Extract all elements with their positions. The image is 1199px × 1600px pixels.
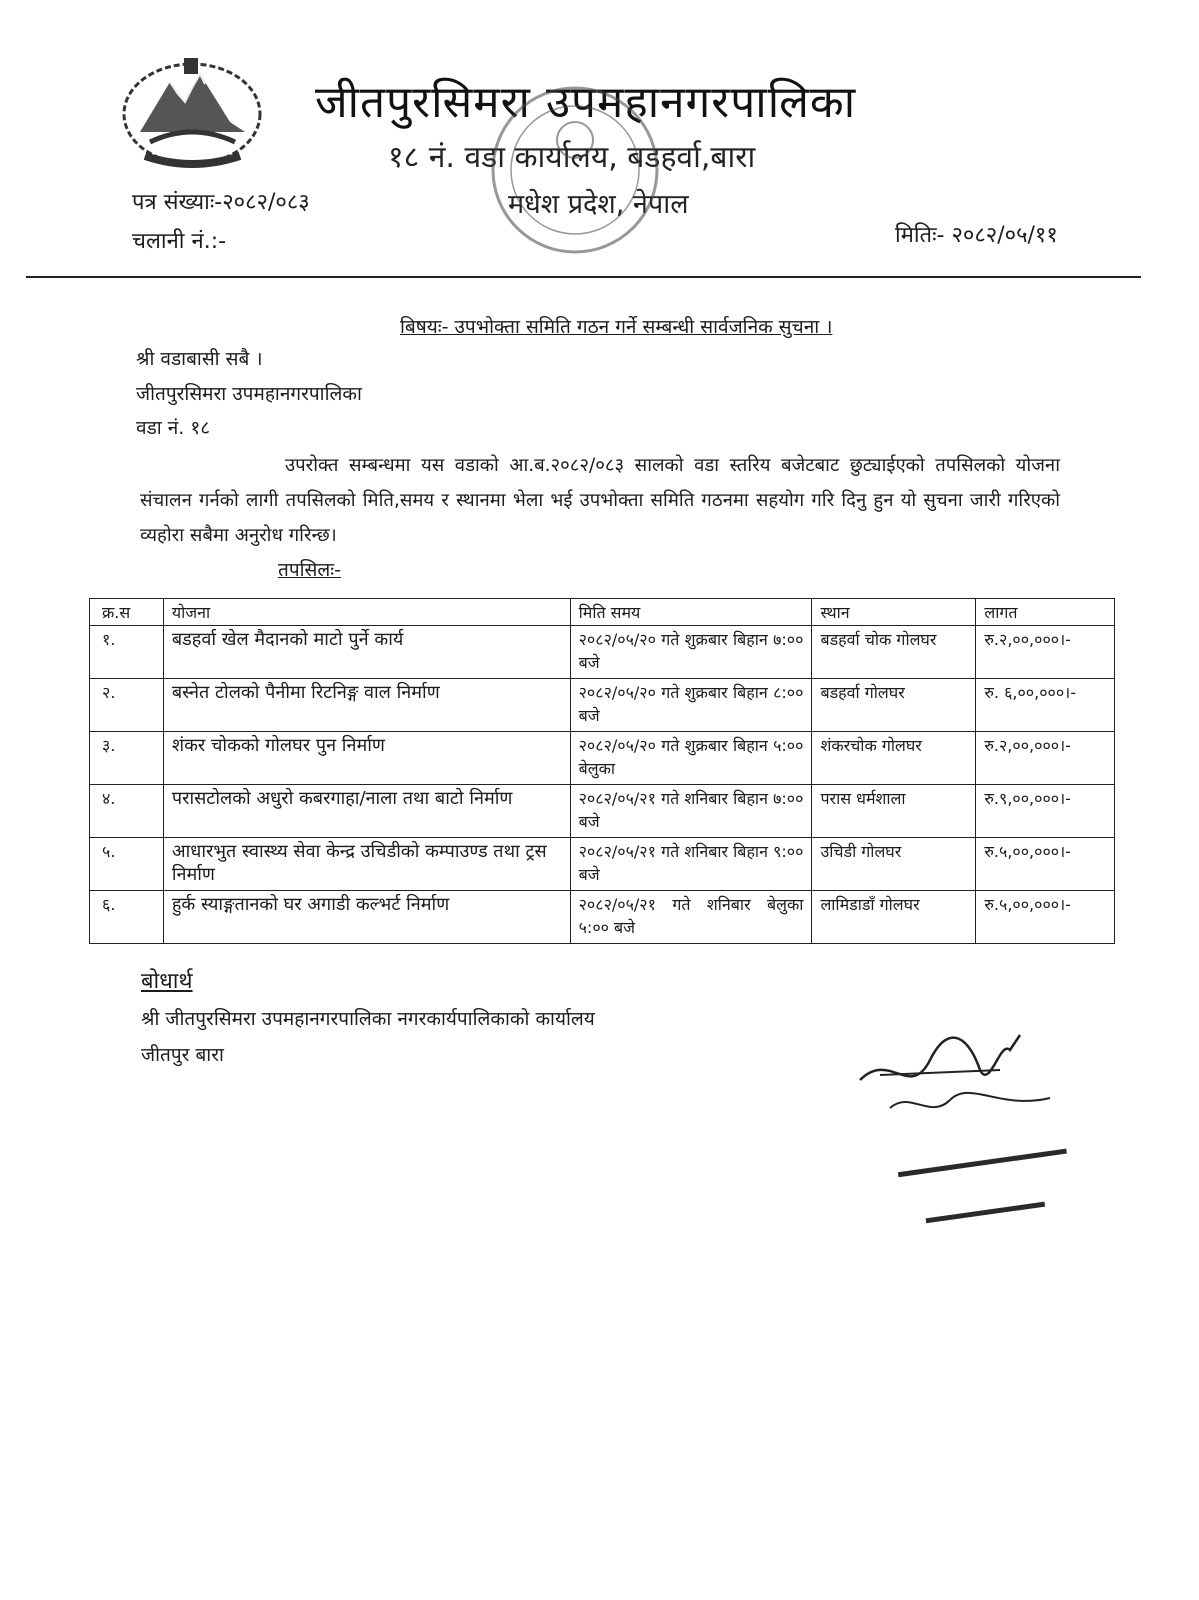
notice-subject: बिषयः- उपभोक्ता समिति गठन गर्ने सम्बन्धी सार्वजनिक सुचना ।	[400, 316, 833, 338]
table-row	[90, 626, 1115, 679]
office-province: मधेश प्रदेश, नेपाल	[508, 189, 689, 220]
row-datetime: २०८२/०५/२० गते शुक्रबार बिहान ७:०० बजे	[570, 626, 812, 679]
row-plan: बस्नेत टोलको पैनीमा रिटनिङ्ग वाल निर्माण	[163, 679, 570, 732]
addressee-line-1: श्री वडाबासी सबै ।	[136, 348, 263, 370]
row-serial: ५.	[90, 838, 164, 891]
office-ward-address: १८ नं. वडा कार्यालय, बडहर्वा,बारा	[388, 140, 756, 175]
table-row	[90, 838, 1115, 891]
addressee-line-2: जीतपुरसिमरा उपमहानगरपालिका	[136, 383, 362, 405]
table-row	[90, 891, 1115, 944]
row-serial: ४.	[90, 785, 164, 838]
addressee-line-3: वडा नं. १८	[136, 417, 211, 439]
row-cost: रु.२,००,०००।-	[976, 732, 1115, 785]
row-plan: बडहर्वा खेल मैदानको माटो पुर्ने कार्य	[163, 626, 570, 679]
row-datetime: २०८२/०५/२१ गते शनिबार बिहान ७:०० बजे	[570, 785, 812, 838]
row-plan: हुर्क स्याङ्गतानको घर अगाडी कल्भर्ट निर्माण	[163, 891, 570, 944]
table-row	[90, 785, 1115, 838]
header-divider	[26, 276, 1141, 278]
row-place: बडहर्वा चोक गोलघर	[812, 626, 976, 679]
row-place: लामिडाडाँ गोलघर	[812, 891, 976, 944]
row-place: बडहर्वा गोलघर	[812, 679, 976, 732]
dispatch-number: चलानी नं.:-	[132, 229, 227, 254]
row-cost: रु.५,००,०००।-	[976, 891, 1115, 944]
row-cost: रु. ६,००,०००।-	[976, 679, 1115, 732]
letter-date: मितिः- २०८२/०५/११	[895, 223, 1058, 248]
cc-line-2: जीतपुर बारा	[141, 1044, 224, 1066]
header-cost: लागत	[976, 599, 1115, 626]
row-serial: २.	[90, 679, 164, 732]
letter-number: पत्र संख्याः-२०८२/०८३	[132, 190, 310, 215]
row-cost: रु.५,००,०००।-	[976, 838, 1115, 891]
schedule-table	[89, 598, 1115, 944]
header-plan: योजना	[163, 599, 570, 626]
row-serial: ३.	[90, 732, 164, 785]
table-header-row	[90, 599, 1115, 626]
row-place: शंकरचोक गोलघर	[812, 732, 976, 785]
row-datetime: २०८२/०५/२० गते शुक्रबार बिहान ५:०० बेलुका	[570, 732, 812, 785]
row-datetime: २०८२/०५/२१ गते शनिबार बेलुका ५:०० बजे	[570, 891, 812, 944]
notice-body: उपरोक्त सम्बन्धमा यस वडाको आ.ब.२०८२/०८३ सालको वडा स्तरिय बजेटबाट छुट्याईएको तपसिलको योजना संचालन गर्नको लागी तपसिलको मिति,समय र स्थानमा भेला भई उपभोक्ता समिति गठनमा सहयोग गरि दिनु हुन यो सुचना जारी गरिएको व्यहोरा सबैमा अनुरोध गरिन्छ।	[140, 455, 1060, 546]
nepal-emblem-logo	[120, 52, 265, 170]
row-cost: रु.२,००,०००।-	[976, 626, 1115, 679]
cc-line-1: श्री जीतपुरसिमरा उपमहानगरपालिका नगरकार्यपालिकाको कार्यालय	[141, 1008, 595, 1030]
table-row	[90, 679, 1115, 732]
row-plan: आधारभुत स्वास्थ्य सेवा केन्द्र उचिडीको कम्पाउण्ड तथा ट्रस निर्माण	[163, 838, 570, 891]
row-serial: १.	[90, 626, 164, 679]
row-datetime: २०८२/०५/२१ गते शनिबार बिहान ९:०० बजे	[570, 838, 812, 891]
row-place: उचिडी गोलघर	[812, 838, 976, 891]
for-information-heading: बोधार्थ	[141, 969, 193, 994]
table-row	[90, 732, 1115, 785]
row-plan: शंकर चोकको गोलघर पुन निर्माण	[163, 732, 570, 785]
header-place: स्थान	[812, 599, 976, 626]
details-label: तपसिलः-	[278, 559, 341, 581]
office-name: जीतपुरसिमरा उपमहानगरपालिका	[315, 77, 857, 128]
row-plan: परासटोलको अधुरो कबरगाहा/नाला तथा बाटो निर्माण	[163, 785, 570, 838]
handwritten-signature	[850, 1030, 1070, 1120]
row-cost: रु.९,००,०००।-	[976, 785, 1115, 838]
office-round-stamp	[470, 80, 680, 270]
header-datetime: मिति समय	[570, 599, 812, 626]
header-serial: क्र.स	[90, 599, 164, 626]
name-title-stamp	[885, 1130, 1085, 1240]
row-place: परास धर्मशाला	[812, 785, 976, 838]
row-serial: ६.	[90, 891, 164, 944]
row-datetime: २०८२/०५/२० गते शुक्रबार बिहान ८:०० बजे	[570, 679, 812, 732]
